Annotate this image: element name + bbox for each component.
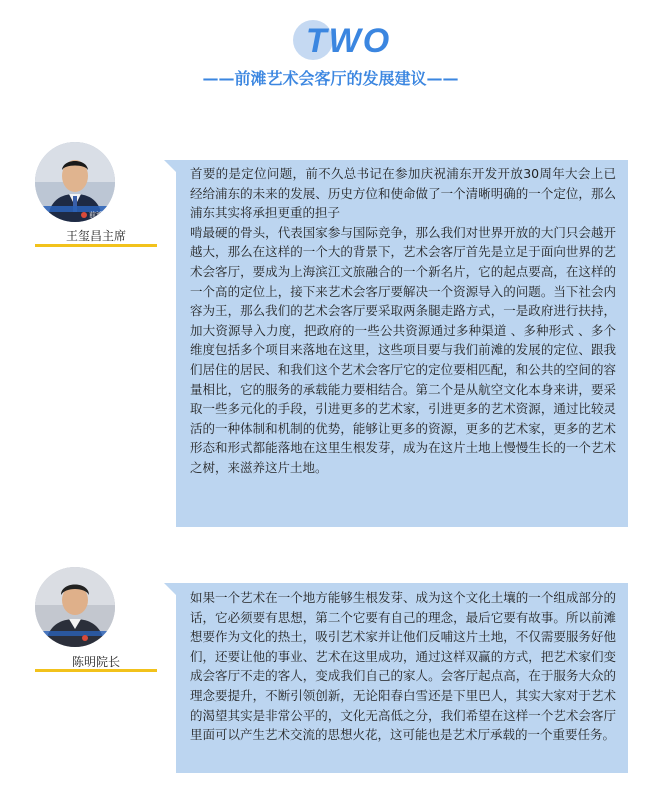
bubble-tail: [164, 160, 176, 172]
name-underline: [35, 669, 157, 672]
name-underline: [35, 244, 157, 247]
speaker-name: 王玺昌主席: [65, 229, 126, 243]
avatar: [35, 142, 115, 222]
speech-paragraph: 啃最硬的骨头，代表国家参与国际竞争，那么我们对世界开放的大门只会越开越大，那么在这样的一个大的背景下，艺术会客厅首先是立足于面向世界的艺术会客厅，要成为上海滨江文旅融合的一个新名片，它的起点要高，在这样的一个高的定位上，接下来艺术会客厅要解决一个资源导入的问题。当下社会内容为王，那么我们的艺术会客厅要采取两条腿走路方式，一是政府进行扶持，加大资源导入力度，把政府的一些公共资源通过多种渠道 、多种形式 、多个维度包括多个项目来落地在这里，这些项目要与我们前滩的发展的定位、跟我们居住的居民、和我们这个艺术会客厅它的定位要相匹配，和公共的空间的容量相比，它的服务的承载能力要相结合。第二个是从航空文化本身来讲，要采取一些多元化的手段，引进更多的艺术家，引进更多的艺术资源，通过比较灵活的一种体制和机制的优势，能够让更多的资源，更多的艺术家，更多的艺术形态和形式都能落地在这里生根发芽，成为在这片土地上慢慢生长的一个艺术之树，来滋养这片土地。: [190, 224, 616, 475]
speaker-portrait-icon: [35, 142, 115, 222]
speech-bubble: [176, 160, 628, 527]
speech-bubble: [176, 583, 628, 773]
speaker-name: 陈明院长: [71, 655, 120, 669]
avatar-badge: 前滩: [89, 211, 103, 219]
speech-paragraph: 首要的是定位问题，前不久总书记在参加庆祝浦东开发开放30周年大会上已经给浦东的未来的发展、历史方位和使命做了一个清晰明确的一个定位，那么浦东其实将承担更重的担子: [190, 166, 616, 221]
section-number-title: TWO: [305, 22, 392, 60]
section-subtitle: ——前滩艺术会客厅的发展建议——: [202, 69, 459, 88]
bubble-tail: [164, 583, 176, 595]
speech-paragraph: 如果一个艺术在一个地方能够生根发芽、成为这个文化土壤的一个组成部分的话，它必须要有思想，第二个它要有自己的理念，最后它要有故事。所以前滩想要作为文化的热土，吸引艺术家并让他们反哺这片土地，不仅需要服务好他们，还要让他的事业、艺术在这里成功，通过这样双赢的方式，把艺术家们变成会客厅不走的客人，变成我们自己的家人。会客厅起点高，在于服务大众的理念要提升，不断引领创新，无论阳春白雪还是下里巴人，其实大家对于艺术的渴望其实是非常公平的，文化无高低之分，我们希望在这样一个艺术会客厅里面可以产生艺术交流的思想火花，这可能也是艺术厅承载的一个重要任务。: [190, 590, 616, 743]
speaker-portrait-icon: [35, 567, 115, 647]
section-header: [0, 0, 661, 100]
avatar: [35, 567, 115, 647]
